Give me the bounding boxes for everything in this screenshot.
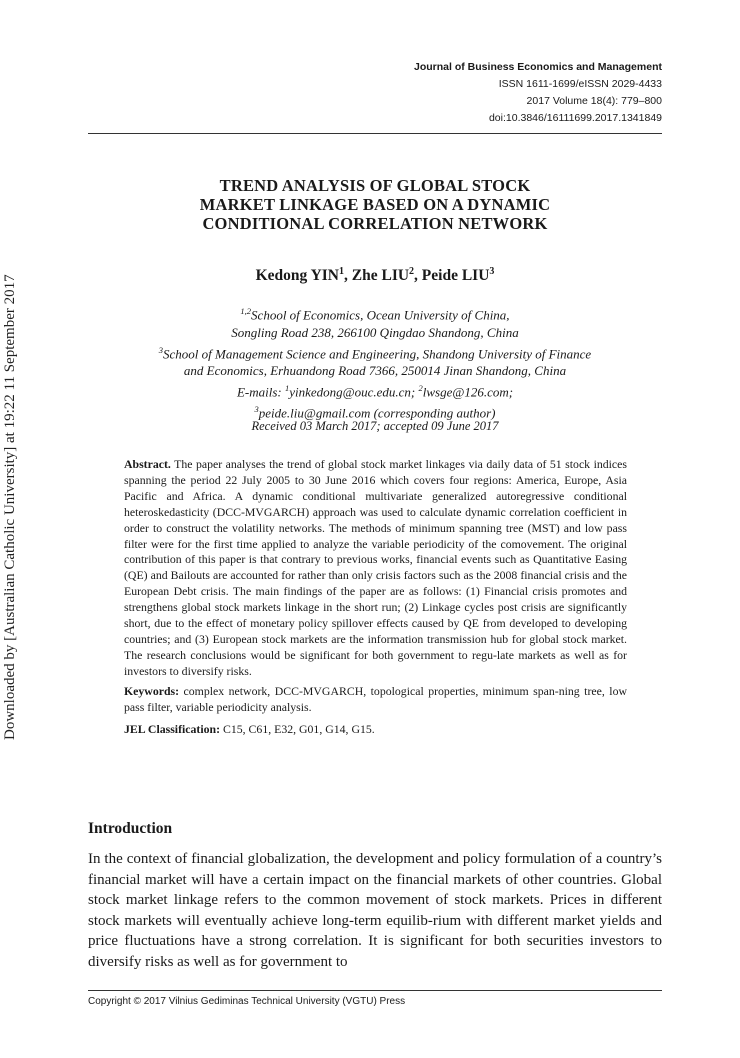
abstract-paragraph: [124, 457, 627, 680]
author-name: Kedong YIN: [255, 267, 340, 285]
keywords-paragraph: [124, 684, 627, 716]
title-line-2: MARKET LINKAGE BASED ON A DYNAMIC: [199, 195, 551, 214]
journal-name: Journal of Business Economics and Management: [414, 61, 662, 73]
paper-title: [88, 176, 662, 233]
author-sup: 1: [339, 266, 345, 277]
email-sup: 2: [418, 383, 423, 394]
author-list: [88, 266, 662, 285]
keywords-text: complex network, DCC-MVGARCH, topological properties, minimum span-ning tree, low pass filter, variable periodicity analysis.: [124, 683, 627, 714]
author-name: Peide LIU: [421, 267, 490, 285]
affiliation-text: School of Economics, Ocean University of China,: [251, 307, 510, 323]
abstract-text: The paper analyses the trend of global stock market linkages via daily data of 51 stock indices spanning the period 22 July 2005 to 30 June 2016 which covers four regions: America, Europe, Asia Pacific and Africa. A dynamic conditional multivariate generalized autoregressive conditional heteroskedasticity (DCC-MVGARCH) approach was used to calculate dynamic correlation coefficient in order to construct the volatility networks. The methods of minimum spanning tree (MST) and low pass filter were for the first time applied to analyze the variable periodicity of the comovement. The original contribution of this paper is that contrary to previous works, financial events such as Quantitative Easing (QE) and Bailouts are accounted for rather than only crisis factors such as the 2008 financial crisis and the European Debt crisis. The main findings of the paper are as follows: (1) Financial crisis promotes and strengthens global stock markets linkage in the short run; (2) Linkage cycles post crisis are significantly short, due to the effect of monetary policy spillover effects caused by QE from developed to developing countries; and (3) European stock markets are the information transmission hub for global stock market. The research conclusions would be significant for both government to regu-late markets as well as for investors to diversify risks.: [124, 457, 627, 678]
email-sup: 3: [254, 403, 259, 414]
journal-header: [414, 59, 662, 127]
introduction-paragraph: In the context of financial globalization, the development and policy formulation of a country’s financial market will have a certain impact on the financial markets of other countries. Global stock market linkage refers to the common movement of stock markets. Prices in different stock markets will eventually achieve long-term equilib-rium with different market yields and price fluctuations have a strong correlation. It is significant for both securities investors to diversify risks as well as for government to: [88, 851, 662, 970]
introduction-body: [88, 849, 662, 972]
jel-paragraph: [124, 722, 627, 738]
author-sep: ,: [414, 267, 422, 285]
issn: ISSN 1611-1699/eISSN 2029-4433: [498, 78, 662, 90]
abstract-label: Abstract.: [124, 457, 171, 471]
abstract-block: [124, 457, 627, 737]
affiliation-1-line-1: [88, 303, 662, 324]
volume-info: 2017 Volume 18(4): 779–800: [526, 95, 662, 107]
header-rule: [88, 133, 662, 134]
email-link[interactable]: yinkedong@ouc.edu.cn;: [289, 384, 419, 400]
affiliation-1-line-2: Songling Road 238, 266100 Qingdao Shandong, China: [231, 324, 519, 340]
author-sup: 3: [489, 266, 495, 277]
affiliation-3-line-1: [88, 342, 662, 363]
affiliation-sup: 1,2: [240, 306, 252, 316]
download-note: Downloaded by [Australian Catholic University] at 19:22 11 September 2017: [2, 274, 18, 740]
author-name: Zhe LIU: [351, 267, 410, 285]
email-sup: 1: [284, 383, 290, 394]
footer-rule: [88, 990, 662, 991]
section-heading-introduction: Introduction: [88, 820, 173, 837]
author-sup: 2: [409, 266, 415, 277]
affiliation-text: School of Management Science and Engineering, Shandong University of Finance: [163, 345, 592, 361]
jel-text: C15, C61, E32, G01, G14, G15.: [222, 721, 375, 736]
doi: doi:10.3846/16111699.2017.1341849: [488, 112, 662, 124]
email-link[interactable]: peide.liu@gmail.com (corresponding author): [258, 405, 496, 421]
author-sep: ,: [344, 267, 352, 285]
received-dates: Received 03 March 2017; accepted 09 June 2017: [251, 419, 499, 433]
keywords-label: Keywords:: [124, 683, 180, 698]
jel-label: JEL Classification:: [124, 721, 221, 736]
title-line-3: CONDITIONAL CORRELATION NETWORK: [202, 214, 548, 233]
affiliation-3-line-2: and Economics, Erhuandong Road 7366, 250014 Jinan Shandong, China: [183, 363, 567, 379]
title-line-1: TREND ANALYSIS OF GLOBAL STOCK: [219, 176, 531, 195]
emails-line: [88, 380, 662, 401]
copyright-footer: Copyright © 2017 Vilnius Gediminas Technical University (VGTU) Press: [88, 996, 406, 1007]
email-link[interactable]: lwsge@126.com;: [422, 384, 514, 400]
affiliation-sup: 3: [158, 344, 164, 355]
emails-label: E-mails:: [236, 384, 285, 400]
affiliations: [88, 303, 662, 422]
